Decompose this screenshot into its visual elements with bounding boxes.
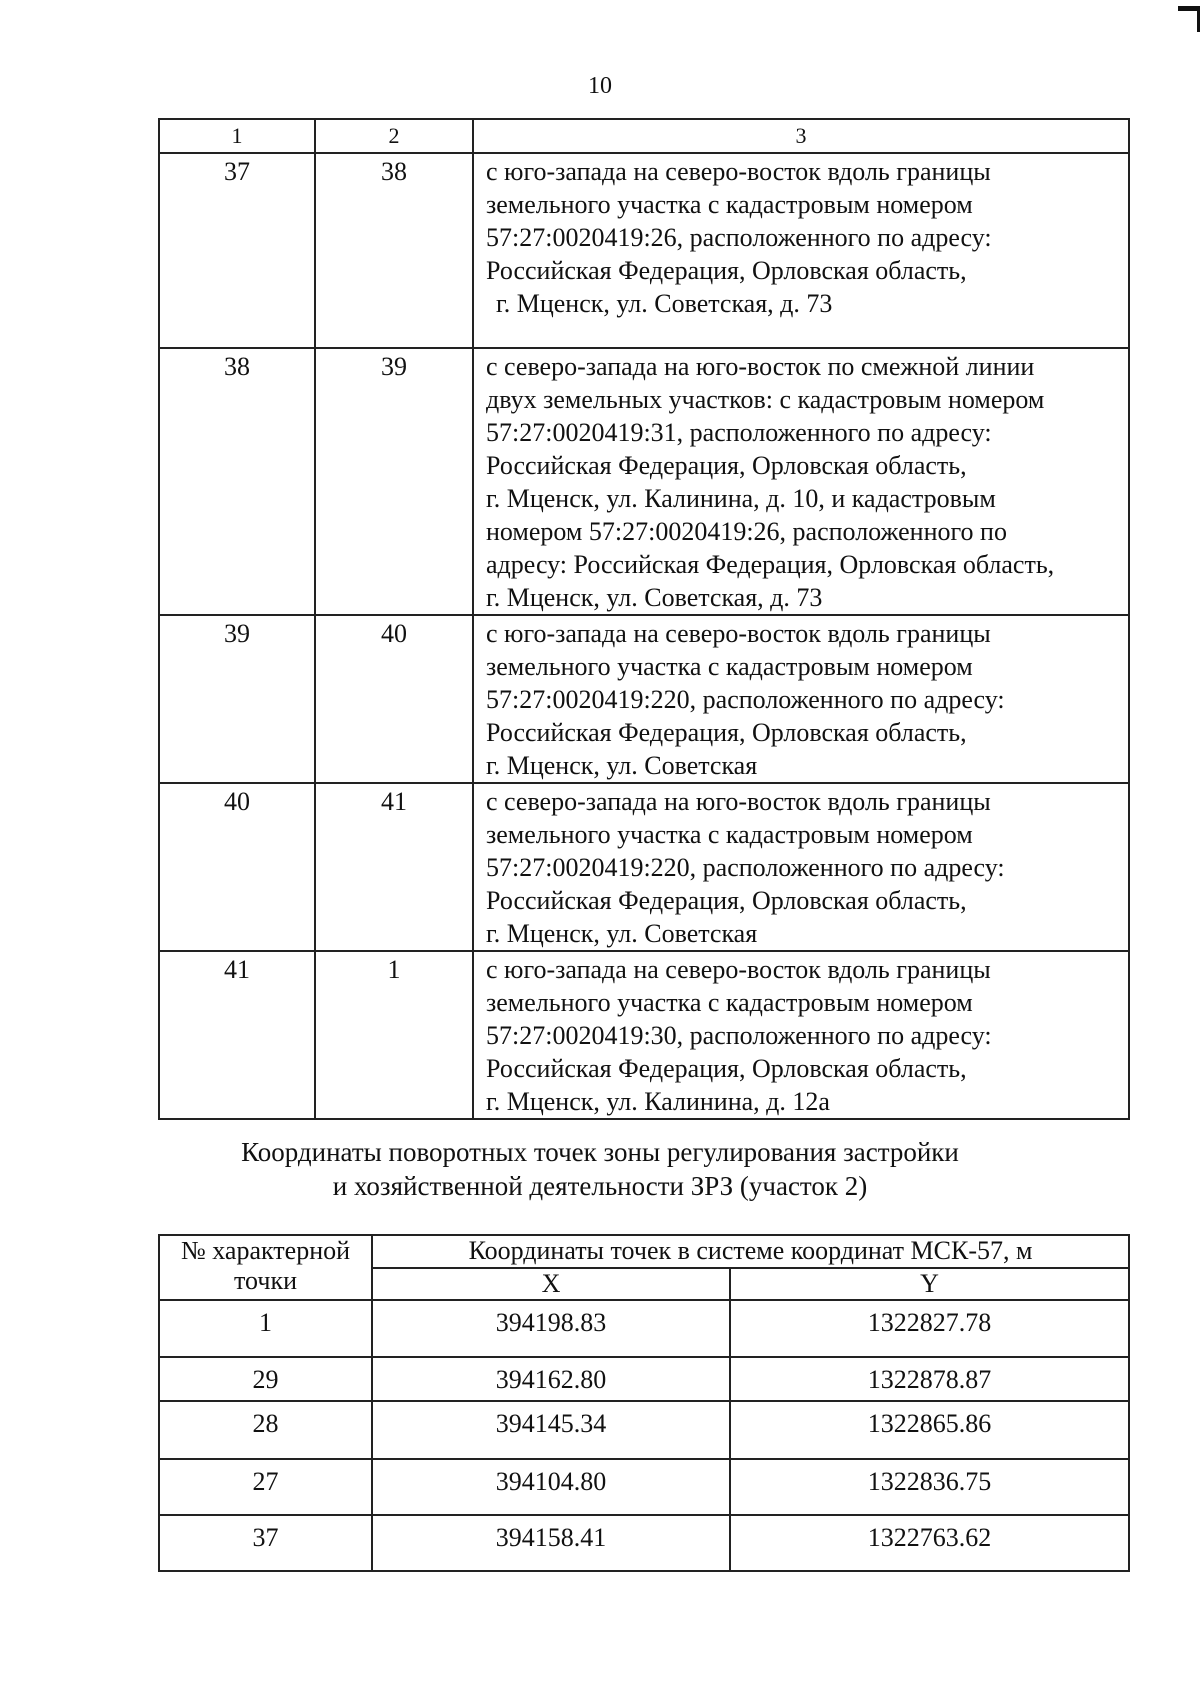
from-point-cell: 38 [159, 348, 315, 615]
from-point-cell: 39 [159, 615, 315, 783]
description-line: земельного участка с кадастровым номером [486, 988, 973, 1017]
header-line: точки [234, 1266, 297, 1295]
description-line: г. Мценск, ул. Советская [486, 751, 758, 780]
point-number-cell: 1 [159, 1300, 372, 1357]
description-line: адресу: Российская Федерация, Орловская область, [486, 550, 1055, 579]
point-number-cell: 29 [159, 1357, 372, 1401]
y-value-cell: 1322763.62 [730, 1515, 1129, 1571]
from-point-cell: 41 [159, 951, 315, 1119]
table-row [159, 1515, 1129, 1571]
description-cell [473, 615, 1129, 783]
description-line: г. Мценск, ул. Калинина, д. 12а [486, 1087, 830, 1116]
description-line: Российская Федерация, Орловская область, [486, 718, 967, 747]
x-value-cell: 394162.80 [372, 1357, 730, 1401]
x-column-header: X [372, 1268, 730, 1300]
table-header-row [159, 1235, 1129, 1268]
table-row [159, 615, 1129, 783]
point-number-cell: 37 [159, 1515, 372, 1571]
description-line: с северо-запада на юго-восток по смежной линии [486, 352, 1035, 381]
description-line: двух земельных участков: с кадастровым номером [486, 385, 1045, 414]
description-line: 57:27:0020419:30, расположенного по адресу: [486, 1021, 992, 1050]
description-line: с юго-запада на северо-восток вдоль границы [486, 955, 991, 984]
to-point-cell: 40 [315, 615, 473, 783]
point-number-cell: 28 [159, 1401, 372, 1459]
table-row [159, 783, 1129, 951]
description-cell [473, 153, 1129, 348]
description-cell [473, 348, 1129, 615]
to-point-cell: 39 [315, 348, 473, 615]
coordinates-section-title [0, 1135, 1200, 1203]
description-line: 57:27:0020419:26, расположенного по адресу: [486, 223, 992, 252]
description-line: с юго-запада на северо-восток вдоль границы [486, 619, 991, 648]
table-row [159, 348, 1129, 615]
description-cell [473, 783, 1129, 951]
description-line: г. Мценск, ул. Советская [486, 919, 758, 948]
y-value-cell: 1322865.86 [730, 1401, 1129, 1459]
y-value-cell: 1322827.78 [730, 1300, 1129, 1357]
table-row [159, 153, 1129, 348]
x-value-cell: 394145.34 [372, 1401, 730, 1459]
y-column-header: Y [730, 1268, 1129, 1300]
description-line: г. Мценск, ул. Советская, д. 73 [486, 583, 823, 612]
table-row [159, 951, 1129, 1119]
description-line: г. Мценск, ул. Советская, д. 73 [496, 289, 833, 318]
description-line: 57:27:0020419:220, расположенного по адресу: [486, 685, 1005, 714]
x-value-cell: 394198.83 [372, 1300, 730, 1357]
description-line: Российская Федерация, Орловская область, [486, 1054, 967, 1083]
description-line: Российская Федерация, Орловская область, [486, 886, 967, 915]
column-header: 3 [473, 119, 1129, 153]
description-line: Российская Федерация, Орловская область, [486, 451, 967, 480]
description-line: Российская Федерация, Орловская область, [486, 256, 967, 285]
header-line: № характерной [180, 1236, 351, 1265]
description-cell [473, 951, 1129, 1119]
to-point-cell: 38 [315, 153, 473, 348]
title-line: Координаты поворотных точек зоны регулирования застройки [241, 1137, 959, 1167]
page-number: 10 [588, 73, 612, 99]
scan-corner-mark [1178, 0, 1200, 30]
table-row [159, 1401, 1129, 1459]
description-line: земельного участка с кадастровым номером [486, 190, 973, 219]
coordinates-table [158, 1234, 1130, 1572]
column-header: 1 [159, 119, 315, 153]
column-header: 2 [315, 119, 473, 153]
table-row [159, 1300, 1129, 1357]
x-value-cell: 394104.80 [372, 1459, 730, 1515]
point-number-cell: 27 [159, 1459, 372, 1515]
table-header-row [159, 119, 1129, 153]
description-line: номером 57:27:0020419:26, расположенного по [486, 517, 1007, 546]
description-line: земельного участка с кадастровым номером [486, 652, 973, 681]
boundary-segments-table [158, 118, 1130, 1120]
table-row [159, 1357, 1129, 1401]
y-value-cell: 1322836.75 [730, 1459, 1129, 1515]
to-point-cell: 1 [315, 951, 473, 1119]
description-line: с юго-запада на северо-восток вдоль границы [486, 157, 991, 186]
description-line: земельного участка с кадастровым номером [486, 820, 973, 849]
description-line: г. Мценск, ул. Калинина, д. 10, и кадастровым [486, 484, 996, 513]
to-point-cell: 41 [315, 783, 473, 951]
coordinates-header: Координаты точек в системе координат МСК-57, м [372, 1235, 1129, 1268]
from-point-cell: 37 [159, 153, 315, 348]
description-line: 57:27:0020419:31, расположенного по адресу: [486, 418, 992, 447]
from-point-cell: 40 [159, 783, 315, 951]
table-row [159, 1459, 1129, 1515]
y-value-cell: 1322878.87 [730, 1357, 1129, 1401]
title-line: и хозяйственной деятельности ЗРЗ (участок 2) [332, 1171, 868, 1201]
point-number-header [159, 1235, 372, 1300]
x-value-cell: 394158.41 [372, 1515, 730, 1571]
description-line: 57:27:0020419:220, расположенного по адресу: [486, 853, 1005, 882]
description-line: с северо-запада на юго-восток вдоль границы [486, 787, 991, 816]
